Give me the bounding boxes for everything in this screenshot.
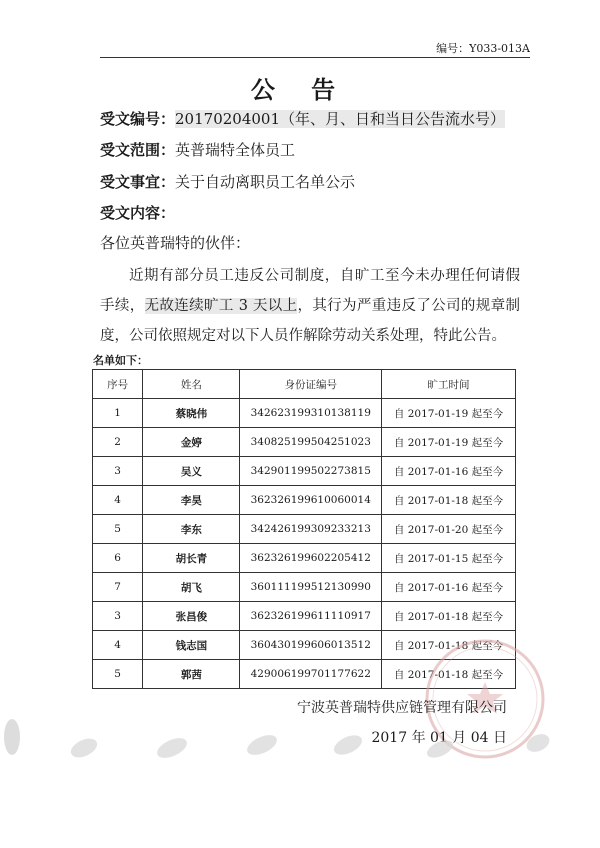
cell-id: 362326199611110917 [240,602,382,631]
cell-name: 郭茜 [143,660,240,689]
doc-number-value: 20170204001（年、月、日和当日公告流水号） [175,110,505,128]
scan-smudge-marks [0,715,600,805]
header-date: 旷工时间 [382,370,516,399]
table-row [93,457,516,486]
content-label: 受文内容： [100,204,176,222]
cell-seq: 4 [93,631,143,660]
table-row [93,544,516,573]
cell-name: 吴义 [143,457,240,486]
cell-id: 360111199512130990 [240,573,382,602]
cell-id: 360430199606013512 [240,631,382,660]
paragraph-part1: 近期有部分员工违反公司制度，自旷工至今未办理任何请假手续， [100,268,520,314]
cell-id: 362326199610060014 [240,486,382,515]
signature-date: 2017 年 01 月 04 日 [371,730,507,746]
cell-id: 340825199504251023 [240,428,382,457]
cell-seq: 5 [93,660,143,689]
table-row [93,428,516,457]
cell-seq: 2 [93,428,143,457]
header-id: 身份证编号 [240,370,382,399]
cell-id: 342623199310138119 [240,399,382,428]
table-row [93,602,516,631]
page-title: 公 告 [250,76,350,104]
cell-seq: 3 [93,602,143,631]
cell-name: 胡飞 [143,573,240,602]
cell-date: 自 2017-01-19 起至今 [382,428,516,457]
doc-code: 编号：Y033-013A [436,42,530,55]
paragraph-highlight: 无故连续旷工 3 天以上 [144,298,298,314]
cell-date: 自 2017-01-20 起至今 [382,515,516,544]
table-row [93,399,516,428]
cell-seq: 7 [93,573,143,602]
cell-name: 金婷 [143,428,240,457]
cell-date: 自 2017-01-18 起至今 [382,486,516,515]
cell-name: 蔡晓伟 [143,399,240,428]
cell-date: 自 2017-01-18 起至今 [382,631,516,660]
greeting: 各位英普瑞特的伙伴： [100,234,251,252]
table-header-row [93,370,516,399]
cell-date: 自 2017-01-19 起至今 [382,399,516,428]
matter-label: 受文事宜： [100,173,176,191]
cell-id: 342426199309233213 [240,515,382,544]
cell-name: 胡长青 [143,544,240,573]
header-name: 姓名 [143,370,240,399]
cell-seq: 1 [93,399,143,428]
cell-date: 自 2017-01-18 起至今 [382,660,516,689]
notice-paragraph [100,261,520,351]
content-field [100,202,175,223]
header-seq: 序号 [93,370,143,399]
matter-field [100,171,355,192]
list-title: 名单如下： [93,354,148,367]
table-row [93,573,516,602]
cell-id: 342901199502273815 [240,457,382,486]
company-signature: 宁波英普瑞特供应链管理有限公司 [297,700,507,716]
paragraph-part2: ，其行为严重违反了公司的规章制度，公司依照规定对以下人员作解除劳动关系处理，特此公告。 [100,298,520,344]
cell-name: 张昌俊 [143,602,240,631]
matter-value: 关于自动离职员工名单公示 [175,173,356,191]
table-row [93,486,516,515]
scope-label: 受文范围： [100,141,176,159]
cell-seq: 4 [93,486,143,515]
cell-name: 李昊 [143,486,240,515]
doc-number-label: 受文编号： [100,110,176,128]
cell-date: 自 2017-01-15 起至今 [382,544,516,573]
scope-field [100,139,295,160]
cell-date: 自 2017-01-16 起至今 [382,457,516,486]
cell-id: 362326199602205412 [240,544,382,573]
header-rule [100,57,530,58]
scope-value: 英普瑞特全体员工 [175,141,296,159]
doc-number-field [100,108,505,129]
cell-name: 钱志国 [143,631,240,660]
table-row [93,515,516,544]
cell-seq: 6 [93,544,143,573]
cell-seq: 5 [93,515,143,544]
cell-date: 自 2017-01-16 起至今 [382,573,516,602]
cell-seq: 3 [93,457,143,486]
cell-name: 李东 [143,515,240,544]
cell-date: 自 2017-01-18 起至今 [382,602,516,631]
cell-id: 429006199701177622 [240,660,382,689]
